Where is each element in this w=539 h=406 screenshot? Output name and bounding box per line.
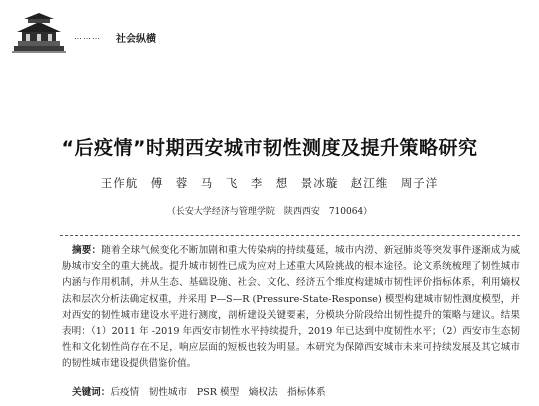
keywords-text: 后疫情 韧性城市 PSR 模型 熵权法 指标体系	[110, 387, 326, 398]
keywords	[72, 384, 326, 398]
abstract-label: 摘要：	[72, 245, 102, 256]
paper-authors: 王作航 傅 蓉 马 飞 李 想 景冰璇 赵江维 周子洋	[100, 176, 439, 190]
keywords-label: 关键词：	[72, 387, 111, 398]
divider	[60, 235, 520, 236]
header-dots: ………	[74, 32, 101, 41]
abstract	[62, 243, 520, 373]
journal-section-label: 社会纵横	[116, 34, 156, 45]
journal-header	[0, 0, 539, 58]
abstract-text: 随着全球气候变化不断加剧和重大传染病的持续蔓延，城市内涝、新冠肺炎等突发事件逐渐成为威胁城市安全的重大挑战。提升城市韧性已成为应对上述重大风险挑战的根本途径。论文系统梳理了韧性城市内涵与作用机制，并从生态、基础设施、社会、文化、经济五个维度构建城市韧性评价指标体系，利用熵权法和层次分析法确定权重，并采用 P—S—R (Pressure-State-Response) 模型构建城市韧性测度模型，并对西安的韧性城市建设水平进行测度，剖析建设关键要素，分模块分阶段给出韧性提升的策略与建议。结果表明：（1）2011 年 -2019 年西安市韧性水平持续提升，2019 年已达到中度韧性水平；（2）西安市生态韧性和文化韧性尚存在不足，响应层面的短板也较为明显。本研究为保障西安城市未来可持续发展及其它城市的韧性城市建设提供借鉴价值。	[62, 245, 521, 370]
paper-affiliation: （长安大学经济与管理学院 陕西西安 710064）	[166, 207, 373, 217]
journal-logo-icon	[12, 12, 66, 54]
paper-title: “后疫情”时期西安城市韧性测度及提升策略研究	[61, 137, 478, 159]
